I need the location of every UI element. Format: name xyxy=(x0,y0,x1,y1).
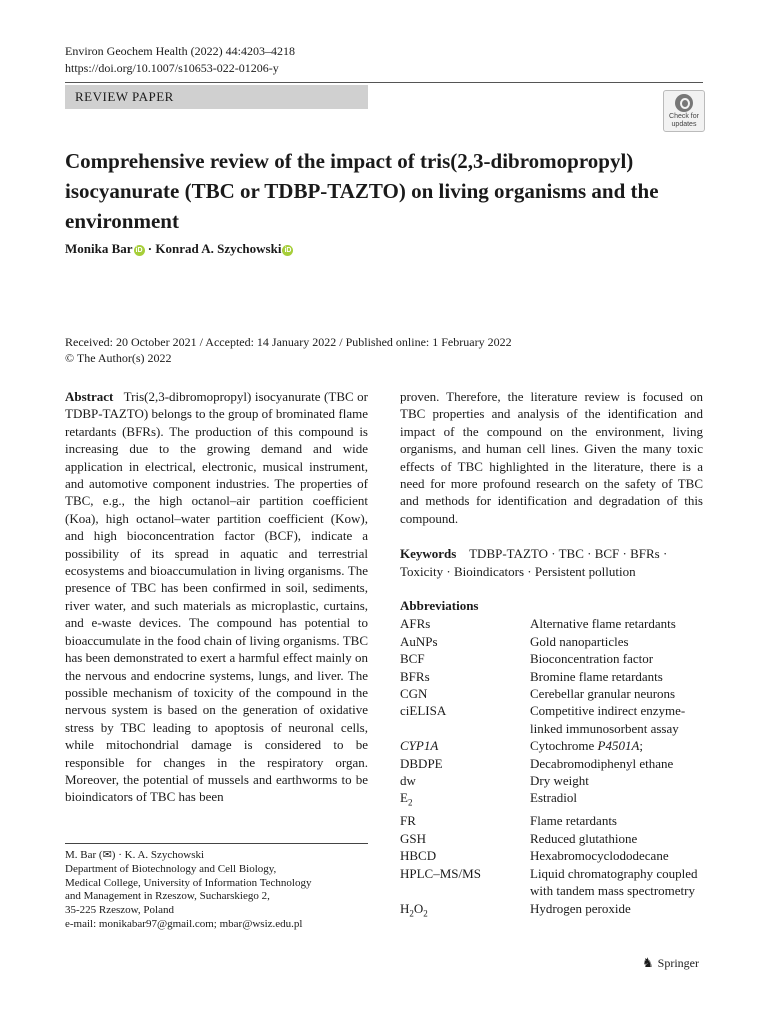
abbreviation-term: BFRs xyxy=(400,668,430,684)
footnote-email[interactable]: e-mail: monikabar97@gmail.com; mbar@wsiz.edu.pl xyxy=(65,917,303,930)
abbreviation-term: FR xyxy=(400,813,416,829)
publisher-name: Springer xyxy=(657,955,699,970)
abbreviation-row xyxy=(400,633,703,650)
dates-line: Received: 20 October 2021 / Accepted: 14 January 2022 / Published online: 1 February 2022 xyxy=(65,335,512,349)
abstract-left-column xyxy=(65,388,368,806)
keywords-label: Keywords xyxy=(400,546,457,561)
abbreviation-definition: Dry weight xyxy=(530,773,589,789)
abbreviation-term: DBDPE xyxy=(400,755,443,771)
abbreviations-heading: Abbreviations xyxy=(400,598,479,613)
abbreviation-definition: Cytochrome P4501A; xyxy=(530,738,644,754)
author-name[interactable]: Monika Bar xyxy=(65,241,133,256)
abbreviation-row xyxy=(400,685,703,702)
abbreviation-term: dw xyxy=(400,773,416,789)
check-updates-icon xyxy=(675,94,693,112)
abbreviation-definition: Hydrogen peroxide xyxy=(530,900,631,916)
abbreviation-term: AFRs xyxy=(400,616,431,632)
check-for-updates-badge[interactable] xyxy=(663,90,705,132)
abbreviation-row xyxy=(400,830,703,847)
footnote-college: Medical College, University of Information Technology xyxy=(65,876,312,889)
publication-dates xyxy=(65,334,512,366)
affiliation-footnote xyxy=(65,849,368,932)
footnote-rule xyxy=(65,843,368,844)
publisher-mark xyxy=(642,955,699,971)
paper-title: Comprehensive review of the impact of tris(2,3-dibromopropyl) isocyanurate (TBC or TDBP-TAZTO) on living organisms and the environment xyxy=(65,149,659,233)
check-updates-label: Check for updates xyxy=(669,113,699,128)
abbreviation-definition: Estradiol xyxy=(530,790,577,806)
doi-link[interactable]: https://doi.org/10.1007/s10653-022-01206-y xyxy=(65,60,279,75)
abbreviations-list xyxy=(400,597,703,923)
header-rule xyxy=(65,82,703,83)
abbreviation-term: BCF xyxy=(400,651,425,667)
abbreviation-row xyxy=(400,865,703,900)
abbreviation-definition: Bioconcentration factor xyxy=(530,651,654,667)
abbreviation-term: $H_2O_2$ xyxy=(400,900,428,919)
abbreviation-definition: Liquid chromatography coupled with tandem mass spectrometry xyxy=(530,865,698,899)
abbreviation-definition: Bromine flame retardants xyxy=(530,668,663,684)
footnote-authors: M. Bar (✉) · K. A. Szychowski xyxy=(65,849,205,861)
abstract-text: Tris(2,3-dibromopropyl) isocyanurate (TBC or TDBP-TAZTO) belongs to the group of brominated flame retardants (BFRs). The production of this compound is increasing due to the growing demand and wide application in electrical, electronic, musical instrument, and automotive component industries. The properties of TBC, e.g., the high octanol–air partition coefficient (Koa), high octanol–water partition coefficient (Kow), and high bioconcentration factor (BCF), indicate a possibility of its spread in aquatic and terrestrial ecosystems and bioaccumulation in living organisms. The presence of TBC has been confirmed in soil, sediments, river water, and such materials as microplastic, curtains, and e-waste devices. The compound has potential to bioaccumulate in the food chain of living organisms. TBC has been demonstrated to exert a harmful effect mainly on the nervous and endocrine systems, lungs, and liver. The possible mechanism of toxicity of the compound in the nervous system is based on the generation of oxidative stress by TBC leading to apoptosis of neuronal cells, while mitochondrial damage is considered to be responsible for changes in the respiratory organ. Moreover, the potential of mussels and earthworms to be bioindicators of TBC has been xyxy=(65,389,368,805)
abbreviation-definition: Hexabromocyclododecane xyxy=(530,848,669,864)
abbreviation-row xyxy=(400,847,703,864)
footnote-department: Department of Biotechnology and Cell Biology, xyxy=(65,862,277,875)
abbreviation-row xyxy=(400,772,703,789)
journal-citation: Environ Geochem Health (2022) 44:4203–4218 xyxy=(65,44,295,58)
abbreviation-term: CGN xyxy=(400,686,428,702)
abbreviation-term: HBCD xyxy=(400,848,437,864)
abbreviation-row xyxy=(400,615,703,632)
abbreviation-term: AuNPs xyxy=(400,633,438,649)
orcid-icon[interactable]: iD xyxy=(135,247,143,254)
author-name[interactable]: Konrad A. Szychowski xyxy=(155,241,282,256)
abbreviation-term: GSH xyxy=(400,830,427,846)
copyright-line: © The Author(s) 2022 xyxy=(65,351,172,365)
abbreviation-definition: Alternative flame retardants xyxy=(530,616,676,632)
abbreviation-term: ciELISA xyxy=(400,703,447,719)
abbreviation-definition: Competitive indirect enzyme-linked immunosorbent assay xyxy=(530,703,686,736)
abbreviation-definition: Cerebellar granular neurons xyxy=(530,686,676,702)
author-list: Monika Bar iD · Konrad A. Szychowski iD xyxy=(65,241,292,256)
abbreviation-definition: Reduced glutathione xyxy=(530,830,638,846)
abstract-text-continued: proven. Therefore, the literature review is focused on TBC properties and analysis of the identification and impact of the compound on the environment, living organisms, and human cell lines. Given the many toxic effects of TBC highlighted in the literature, there is a need for more profound research on the safety of TBC and methods for identification and degradation of this compound. xyxy=(400,389,703,526)
abbreviation-definition: Decabromodiphenyl ethane xyxy=(530,755,674,771)
abbreviation-row xyxy=(400,737,703,754)
keywords-block xyxy=(400,545,703,581)
article-type-label: REVIEW PAPER xyxy=(65,85,368,109)
abbreviation-definition: Gold nanoparticles xyxy=(530,633,629,649)
footnote-city: 35-225 Rzeszow, Poland xyxy=(65,904,174,917)
abbreviation-row xyxy=(400,789,703,812)
abbreviation-row xyxy=(400,702,703,737)
abbreviation-row xyxy=(400,668,703,685)
abbreviation-row xyxy=(400,812,703,829)
abbreviation-row xyxy=(400,755,703,772)
abbreviation-definition: Flame retardants xyxy=(530,813,617,829)
journal-header xyxy=(65,43,295,76)
abbreviation-term: $E_2$ xyxy=(400,790,413,809)
abbreviation-term: HPLC–MS/MS xyxy=(400,865,481,881)
abbreviation-row xyxy=(400,650,703,667)
orcid-icon[interactable]: iD xyxy=(284,247,292,254)
footnote-institution: and Management in Rzeszow, Sucharskiego 2, xyxy=(65,890,270,903)
abstract-right-column xyxy=(400,388,703,527)
keywords-text: TDBP-TAZTO · TBC · BCF · BFRs · Toxicity · Bioindicators · Persistent pollution xyxy=(400,546,668,579)
abbreviation-row xyxy=(400,900,703,923)
springer-horse-icon: ♞ xyxy=(642,955,654,970)
abbreviation-term: CYP1A xyxy=(400,738,439,754)
abstract-label: Abstract xyxy=(65,389,114,404)
